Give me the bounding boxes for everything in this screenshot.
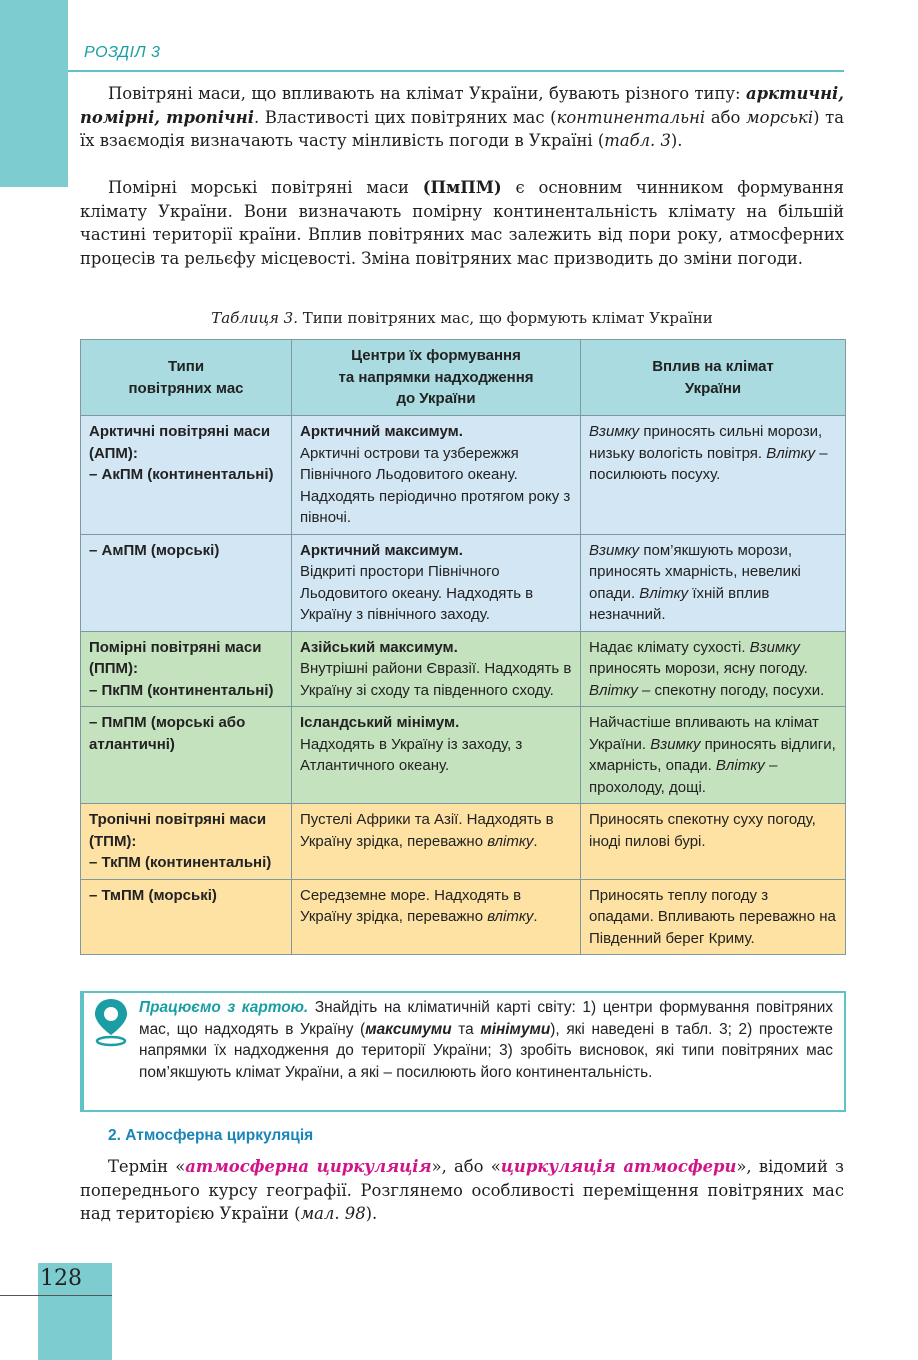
paragraph-1: Повітряні маси, що впливають на клімат України, бувають різного типу: арктичні, помірні, тропічні. Властивості цих повітряних мас (континентальні або морські) та їх взаємодія визначають часту мінливість погоди в Україні (табл. 3). [80,84,844,151]
cell-air-mass-type: Тропічні повітряні маси (ТПМ): – ТкПМ (континентальні) [81,804,292,880]
table-row [81,534,846,631]
cell-climate-effect: Найчастіше впливають на клімат України. Взимку приносять відлиги, хмарність, опади. Влітку – прохолоду, дощі. [581,707,846,804]
footer-line [0,1295,112,1296]
paragraph-3: Термін «атмосферна циркуляція», або «циркуляція атмосфери», відомий з попереднього курсу географії. Розглянемо особливості переміщення повітряних мас над територією України (мал. 98). [80,1157,844,1224]
cell-air-mass-type: – АмПМ (морські) [81,534,292,631]
side-tab-top [0,0,68,187]
cell-formation-center: Середземне море. Надходять в Україну зрідка, переважно влітку. [292,879,581,955]
cell-air-mass-type: Помірні повітряні маси (ППМ): – ПкПМ (континентальні) [81,631,292,707]
column-header-types: Типи повітряних мас [81,340,292,416]
cell-formation-center: Пустелі Африки та Азії. Надходять в Україну зрідка, переважно влітку. [292,804,581,880]
section-title: РОЗДІЛ 3 [84,44,161,61]
column-header-effect: Вплив на клімат України [581,340,846,416]
air-mass-types: арктичні, помірні, тропічні [80,84,844,127]
cell-air-mass-type: Арктичні повітряні маси (АПМ): – АкПМ (континентальні) [81,416,292,535]
paragraph-2: Помірні морські повітряні маси (ПмПМ) є основним чинником формування клімату України. Вони визначають помірну континентальність клімату на більшій частині території країни. Вплив повітряних мас залежить від пори року, атмосферних процесів та рельєфу місцевості. Зміна повітряних мас призводить до зміни погоди. [80,178,844,268]
cell-climate-effect: Приносять спекотну суху погоду, іноді пилові бурі. [581,804,846,880]
subheading: 2. Атмосферна циркуляція [108,1127,314,1144]
table-row [81,707,846,804]
air-mass-table [80,339,846,955]
table-caption: Таблиця 3. Типи повітряних мас, що формують клімат України [211,309,713,327]
map-task-box-edge [80,991,84,1112]
cell-air-mass-type: – ПмПМ (морські або атлантичні) [81,707,292,804]
column-header-centers: Центри їх формування та напрямки надходження до України [292,340,581,416]
cell-formation-center: Азійський максимум. Внутрішні райони Євразії. Надходять в Україну зі сходу та південного сходу. [292,631,581,707]
cell-climate-effect: Взимку пом’якшують морози, приносять хмарність, невеликі опади. Влітку їхній вплив незначний. [581,534,846,631]
cell-climate-effect: Надає клімату сухості. Взимку приносять морози, ясну погоду. Влітку – спекотну погоду, посухи. [581,631,846,707]
map-task-text: Працюємо з картою. Знайдіть на кліматичній карті світу: 1) центри формування повітряних мас, що надходять в Україну (максимуми та мінімуми), які наведені в табл. 3; 2) простежте напрямки їх надходження до території України; 3) зробіть висновок, які типи повітряних мас пом’якшують клімат України, а які – посилюють його континентальність. [139,999,833,1081]
page-number: 128 [40,1266,82,1291]
table-row [81,631,846,707]
header-divider [68,70,844,72]
table-row [81,879,846,955]
cell-formation-center: Арктичний максимум. Відкриті простори Північного Льодовитого океану. Надходять в Україну з північного заходу. [292,534,581,631]
map-pin-icon [92,997,130,1047]
table-row [81,804,846,880]
cell-formation-center: Ісландський мінімум. Надходять в Україну із заходу, з Атлантичного океану. [292,707,581,804]
table-row [81,416,846,535]
cell-climate-effect: Взимку приносять сильні морози, низьку вологість повітря. Влітку – посилюють посуху. [581,416,846,535]
cell-air-mass-type: – ТмПМ (морські) [81,879,292,955]
cell-formation-center: Арктичний максимум. Арктичні острови та узбережжя Північного Льодовитого океану. Надходять періодично протягом року з півночі. [292,416,581,535]
cell-climate-effect: Приносять теплу погоду з опадами. Впливають переважно на Південний берег Криму. [581,879,846,955]
